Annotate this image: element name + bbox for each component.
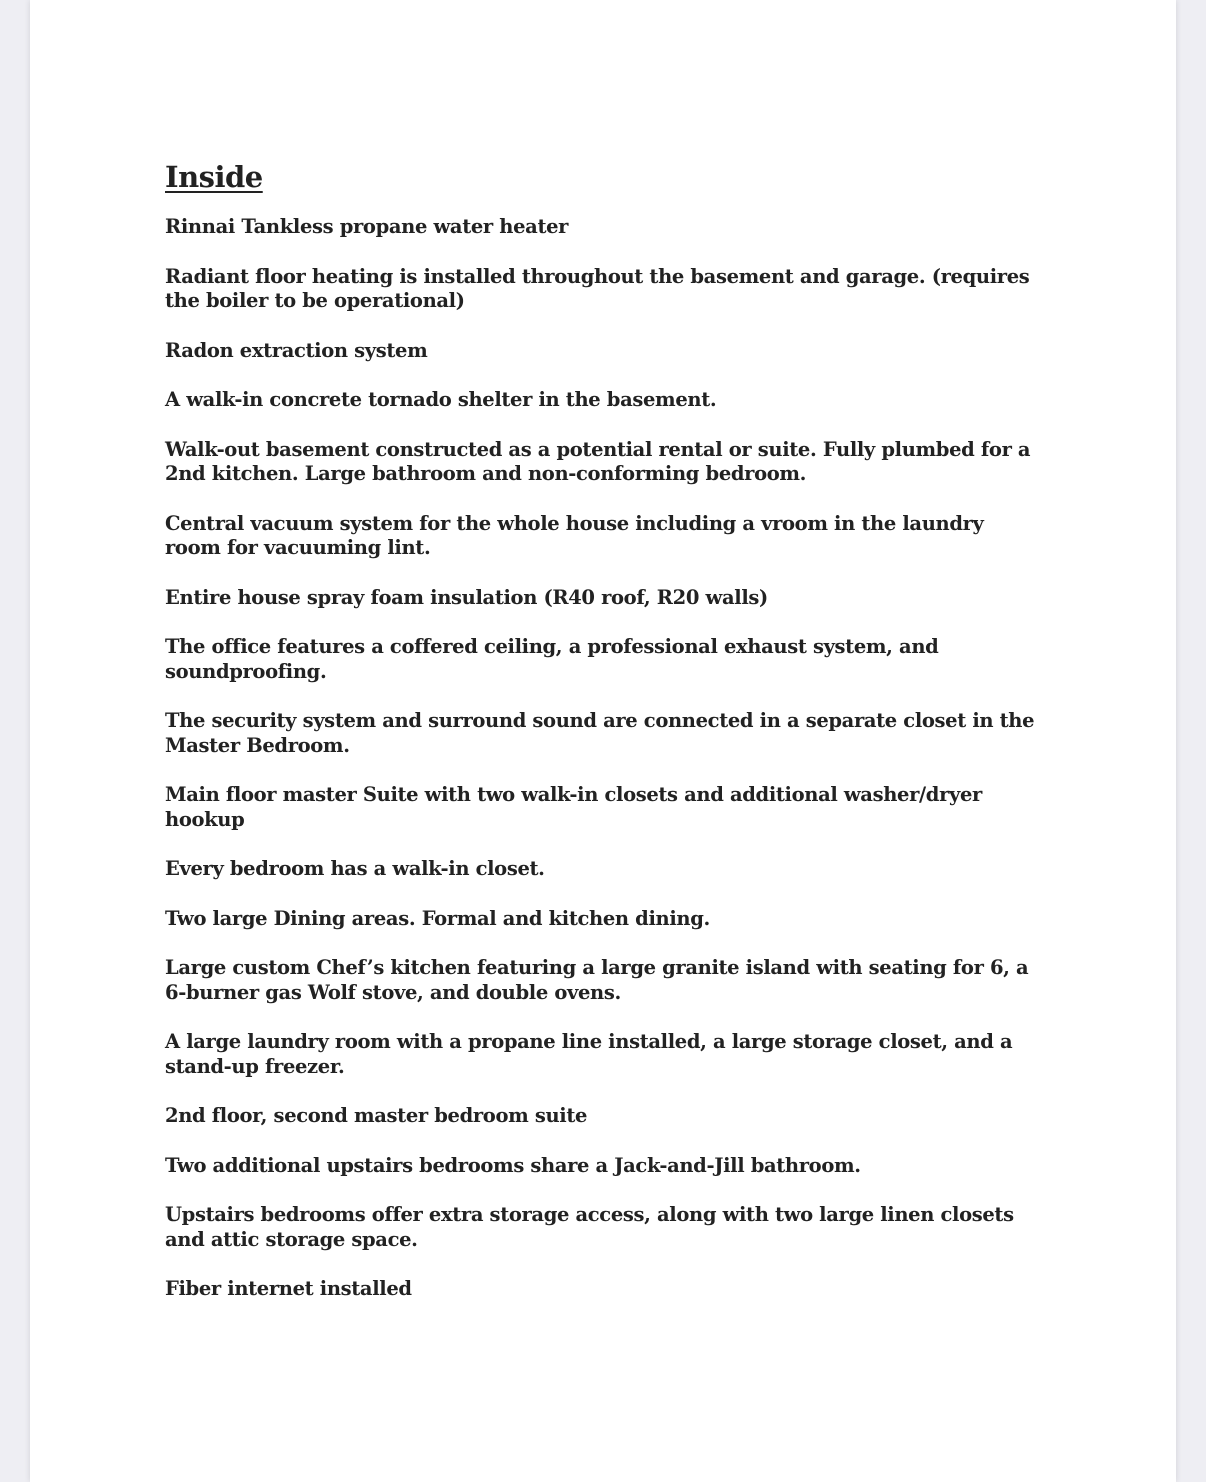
feature-item: Fiber internet installed: [165, 1277, 412, 1300]
feature-item: Entire house spray foam insulation (R40 roof, R20 walls): [165, 585, 768, 609]
feature-item: Two large Dining areas. Formal and kitchen dining.: [165, 906, 710, 930]
feature-item: Main floor master Suite with two walk-in closets and additional washer/dryer hookup: [165, 783, 982, 831]
document-content: [165, 158, 1045, 1327]
feature-item: Two additional upstairs bedrooms share a Jack-and-Jill bathroom.: [165, 1153, 861, 1177]
feature-item: Large custom Chef’s kitchen featuring a large granite island with seating for 6, a 6-burner gas Wolf stove, and double ovens.: [165, 956, 1029, 1004]
feature-item: A large laundry room with a propane line installed, a large storage closet, and a stand-up freezer.: [165, 1030, 1013, 1078]
feature-item: The office features a coffered ceiling, a professional exhaust system, and soundproofing.: [165, 635, 939, 683]
section-heading: Inside: [165, 160, 263, 194]
feature-item: Central vacuum system for the whole house including a vroom in the laundry room for vacuuming lint.: [165, 511, 984, 559]
feature-item: 2nd floor, second master bedroom suite: [165, 1104, 588, 1127]
feature-item: Every bedroom has a walk-in closet.: [165, 857, 545, 880]
feature-item: Radiant floor heating is installed throughout the basement and garage. (requires the boiler to be operational): [165, 264, 1030, 312]
feature-item: Walk-out basement constructed as a potential rental or suite. Fully plumbed for a 2nd kitchen. Large bathroom and non-conforming bedroom.: [165, 437, 1031, 485]
feature-item: Upstairs bedrooms offer extra storage access, along with two large linen closets and attic storage space.: [165, 1203, 1014, 1251]
feature-item: A walk-in concrete tornado shelter in the basement.: [165, 388, 717, 411]
feature-item: Rinnai Tankless propane water heater: [165, 215, 569, 238]
feature-item: The security system and surround sound are connected in a separate closet in the Master Bedroom.: [165, 709, 1035, 757]
feature-item: Radon extraction system: [165, 338, 428, 362]
document-page: [30, 0, 1176, 1482]
